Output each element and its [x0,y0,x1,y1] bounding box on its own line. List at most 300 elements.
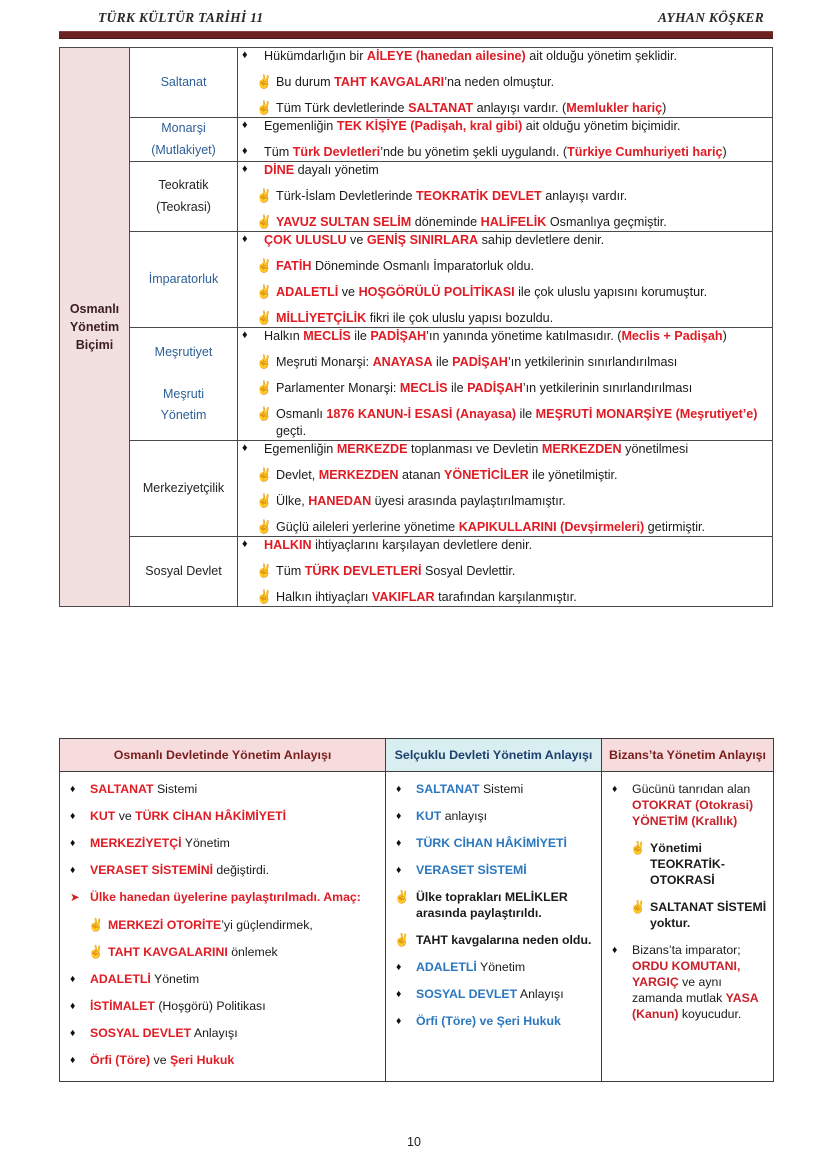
subject-label [130,162,238,232]
content-cell [238,48,773,118]
subject-label-line: (Mutlakiyet) [151,142,216,157]
diamond-bullet-icon: ♦ [396,960,402,973]
hand-bullet-icon: ✌ [256,310,273,325]
text-run: ihtiyaçlarını karşılayan devletlere denir. [311,538,533,552]
text-run: Sosyal Devlettir. [421,564,516,578]
list-item [64,972,379,988]
header-selcuklu: Selçuklu Devleti Yönetim Anlayışı [386,739,602,772]
text-run: SOSYAL DEVLET [90,1025,192,1040]
text-run: GENİŞ SINIRLARA [366,233,479,247]
hand-bullet-icon: ✌ [88,917,104,932]
list-item [238,354,772,371]
table-row [60,328,773,441]
list-item-text [108,918,379,934]
text-run: Yönetim [150,971,200,986]
hand-bullet-icon: ✌ [256,563,273,578]
text-run: Halkın ihtiyaçları [276,590,372,604]
hand-bullet-icon: ✌ [256,354,273,369]
text-run: HALİFELİK [480,215,547,229]
text-run: anlayışı vardır. ( [473,101,567,115]
text-run: Şeri Hukuk [169,1052,235,1067]
header-author: AYHAN KÖŞKER [657,10,764,25]
text-run: Egemenliğin [264,442,337,456]
list-item [606,943,767,1023]
diamond-bullet-icon: ♦ [242,329,248,341]
list-item-text [264,441,772,458]
diamond-bullet-icon: ♦ [70,783,76,795]
list-item [390,836,595,852]
list-item-text [276,258,772,275]
list-item [238,100,772,117]
text-run: değiştirdi. [213,862,270,877]
list-item [238,310,772,327]
text-run: (Hoşgörü) Politikası [154,998,266,1013]
arrow-bullet-icon: ➤ [70,891,80,904]
hand-bullet-icon: ✌ [394,932,410,947]
text-run: Sistemi [479,782,524,796]
text-run: dayalı yönetim [294,163,379,177]
text-run: ve [115,808,136,823]
text-run: Yönetim [476,959,526,974]
text-run: getirmiştir. [644,520,706,534]
diamond-bullet-icon: ♦ [70,836,76,849]
text-run: MERKEZDEN [541,442,622,456]
list-item [238,144,772,161]
text-run: ile [516,407,536,421]
subject-label-line: Saltanat [160,74,207,89]
text-run: Örfi (Töre) [90,1052,151,1067]
list-item [390,1014,595,1030]
text-run: ADALETLİ [416,959,477,974]
list-item [390,782,595,798]
list-item [64,945,379,961]
list-item [238,48,772,65]
text-run: Meşruti Monarşi: [276,355,373,369]
diamond-bullet-icon: ♦ [242,163,248,175]
text-run: ait olduğu yönetim biçimidir. [522,119,681,133]
diamond-bullet-icon: ♦ [242,49,248,61]
text-run: YASA (Kanun) [632,990,759,1021]
list-item-text [276,354,772,371]
list-item [64,1053,379,1069]
diamond-bullet-icon: ♦ [242,145,248,157]
text-run: MECLİS [303,329,351,343]
bullet-list [238,48,772,117]
diamond-bullet-icon: ♦ [396,987,402,1000]
list-item-text [276,563,772,580]
text-run: önlemek [227,944,278,959]
list-item-text [276,493,772,510]
hand-bullet-icon: ✌ [256,100,273,115]
text-run: ile [432,355,453,369]
list-item [390,863,595,879]
text-run: PADİŞAH [452,355,508,369]
text-run: Memlukler hariç [566,101,663,115]
text-run: Osmanlı [276,407,327,421]
content-cell [238,232,773,328]
hand-bullet-icon: ✌ [256,589,273,604]
bullet-list [606,782,767,1023]
text-run: OTOKRAT (Otokrasi) YÖNETİM (Krallık) [632,797,754,828]
text-run: MERKEZDE [336,442,408,456]
text-run: anlayışı [441,808,488,823]
list-item [390,890,595,922]
text-run: ORDU KOMUTANI, YARGIÇ [632,958,741,989]
subject-label-line: Teokratik [158,178,209,193]
diamond-bullet-icon: ♦ [612,943,618,956]
list-item-text [90,836,379,852]
list-item-text [276,467,772,484]
list-item [238,74,772,91]
header-bizans: Bizans’ta Yönetim Anlayışı [602,739,774,772]
text-run: VERASET SİSTEMİ [416,862,527,877]
diamond-bullet-icon: ♦ [396,783,402,795]
text-run: Ülke toprakları MELİKLER arasında paylaştırıldı. [416,889,568,920]
list-item-text [416,890,595,922]
diamond-bullet-icon: ♦ [242,233,248,245]
text-run: anlayışı vardır. [541,189,628,203]
text-run: ’yi güçlendirmek, [221,917,313,932]
text-run: KUT [90,808,116,823]
text-run: ) [722,329,727,343]
list-item [64,890,379,907]
text-run: ve [338,285,359,299]
list-item [238,441,772,458]
text-run: MERKEZDEN [318,468,399,482]
list-item-text [650,841,767,889]
text-run: HANEDAN [308,494,372,508]
text-run: Ülke hanedan üyelerine paylaştırılmadı. Amaç: [90,889,361,904]
list-item [238,258,772,275]
list-item [238,563,772,580]
text-run: TAHT KAVGALARI [334,75,445,89]
text-run: Bu durum [276,75,335,89]
list-item [64,1026,379,1042]
list-item-text [276,188,772,205]
text-run: VAKIFLAR [371,590,435,604]
comparison-table-header-row [60,739,774,772]
text-run: PADİŞAH [467,381,523,395]
hand-bullet-icon: ✌ [256,258,273,273]
text-run: SALTANAT SİSTEMİ yoktur. [650,899,767,930]
diamond-bullet-icon: ♦ [396,809,402,822]
list-item [390,987,595,1003]
text-run: FATİH [276,259,312,273]
text-run: MECLİS [399,381,448,395]
text-run: YAVUZ SULTAN SELİM [276,215,412,229]
text-run: Tüm Türk devletlerinde [276,101,409,115]
content-cell [238,118,773,162]
subject-label-line: (Teokrasi) [156,199,211,214]
text-run: ile [350,329,371,343]
list-item-text [264,162,772,179]
text-run: Devlet, [276,468,319,482]
list-item [238,467,772,484]
text-run: döneminde [411,215,481,229]
hand-bullet-icon: ✌ [88,944,104,959]
text-run: Sistemi [153,782,198,796]
text-run: ile çok uluslu yapısını korumuştur. [514,285,708,299]
cell-osmanli [60,772,386,1082]
list-item [238,328,772,345]
text-run: MERKEZİYETÇİ [90,835,182,850]
text-run: ADALETLİ [276,285,339,299]
hand-bullet-icon: ✌ [256,380,273,395]
text-run: Türk-İslam Devletlerinde [276,189,416,203]
subject-label [130,118,238,162]
diamond-bullet-icon: ♦ [396,836,402,849]
list-item-text [276,100,772,117]
list-item [390,960,595,976]
text-run: Meclis + Padişah [621,329,723,343]
list-item-text [276,284,772,301]
table-row [60,232,773,328]
hand-bullet-icon: ✌ [256,406,273,421]
hand-bullet-icon: ✌ [256,214,273,229]
list-item [238,188,772,205]
subject-label [130,48,238,118]
text-run: ve [150,1052,170,1067]
list-item [64,999,379,1015]
text-run: TEOKRATİK DEVLET [415,189,542,203]
list-item [64,863,379,879]
subject-label-line: Meşrutiyet [154,344,213,359]
list-item-text [264,144,772,161]
subject-label-line: Yönetim [160,408,207,423]
diamond-bullet-icon: ♦ [70,1053,76,1066]
text-run: KUT [416,808,442,823]
bullet-list [64,782,379,1069]
text-run: ’ın yetkilerinin sınırlandırılması [522,381,693,395]
list-item-text [276,406,772,440]
content-cell [238,441,773,537]
text-run: Parlamenter Monarşi: [276,381,400,395]
text-run: Döneminde Osmanlı İmparatorluk oldu. [311,259,535,273]
list-item-text [276,310,772,327]
text-run: İSTİMALET [90,998,155,1013]
header-osmanli: Osmanlı Devletinde Yönetim Anlayışı [60,739,386,772]
cell-selcuklu [386,772,602,1082]
text-run: SALTANAT [416,782,480,796]
osmanli-yonetim-bicimi-table [59,47,773,607]
subject-label-line: Monarşi [161,121,206,136]
diamond-bullet-icon: ♦ [242,538,248,550]
list-item [238,519,772,536]
table-row [60,162,773,232]
hand-bullet-icon: ✌ [630,840,646,855]
list-item-text [276,589,772,606]
text-run: Gücünü tanrıdan alan [632,782,751,796]
bullet-list [238,537,772,606]
text-run: HALKIN [264,538,312,552]
hand-bullet-icon: ✌ [256,188,273,203]
content-cell [238,537,773,607]
list-item-text [416,782,595,798]
list-item [64,782,379,798]
list-item [238,162,772,179]
comparison-table-body-row [60,772,774,1082]
row-group-label-line: Osmanlı [69,301,120,316]
diamond-bullet-icon: ♦ [396,1014,402,1027]
text-run: Osmanlıya geçmiştir. [546,215,667,229]
subject-label-line: İmparatorluk [148,271,219,286]
bullet-list [238,441,772,536]
list-item-text [632,943,767,1023]
text-run: ’ın yanında yönetime katılmasıdır. ( [426,329,622,343]
text-run: ’ın yetkilerinin sınırlandırılması [507,355,678,369]
text-run: Örfi (Töre) ve Şeri Hukuk [416,1013,561,1028]
text-run: MİLLİYETÇİLİK [276,311,367,325]
text-run: yönetilmesi [621,442,689,456]
content-cell [238,162,773,232]
list-item-text [416,863,595,879]
subject-label [130,328,238,441]
text-run: PADİŞAH [370,329,427,343]
text-run: SALTANAT [90,782,154,796]
hand-bullet-icon: ✌ [256,493,273,508]
text-run: ile yönetilmiştir. [528,468,618,482]
text-run: Tüm [276,564,305,578]
hand-bullet-icon: ✌ [630,899,646,914]
diamond-bullet-icon: ♦ [70,809,76,822]
text-run: Hükümdarlığın bir [264,49,367,63]
diamond-bullet-icon: ♦ [242,119,248,131]
text-run: toplanması ve Devletin [407,442,542,456]
list-item [238,406,772,440]
list-item-text [276,74,772,91]
text-run: HOŞGÖRÜLÜ POLİTİKASI [358,285,515,299]
text-run: ÇOK ULUSLU [264,233,347,247]
subject-label [130,537,238,607]
diamond-bullet-icon: ♦ [70,863,76,876]
text-run: SOSYAL DEVLET [416,986,518,1001]
text-run: MERKEZİ OTORİTE [108,917,222,932]
subject-label [130,441,238,537]
diamond-bullet-icon: ♦ [70,999,76,1012]
text-run: sahip devletlere denir. [478,233,605,247]
header-book-title: TÜRK KÜLTÜR TARİHİ 11 [98,10,264,25]
text-run: MEŞRUTİ MONARŞİYE (Meşrutiyet’e) [535,407,758,421]
row-group-label-line: Biçimi [75,338,114,353]
table-row [60,537,773,607]
bullet-list [390,782,595,1030]
subject-label-line [130,363,237,384]
list-item-text [90,782,379,798]
text-run: ve aynı zamanda mutlak [632,974,726,1005]
list-item [390,809,595,825]
bullet-list [238,232,772,327]
text-run: Anlayışı [517,986,564,1001]
subject-label-line: Merkeziyetçilik [142,480,225,495]
list-item [238,589,772,606]
text-run: TAHT kavgalarına neden oldu. [416,932,592,947]
text-run: TEK KİŞİYE (Padişah, kral gibi) [336,119,523,133]
diamond-bullet-icon: ♦ [70,1026,76,1039]
table-row [60,118,773,162]
diamond-bullet-icon: ♦ [242,442,248,454]
list-item [238,284,772,301]
comparison-table [59,738,774,1082]
diamond-bullet-icon: ♦ [612,783,618,795]
hand-bullet-icon: ✌ [394,889,410,904]
text-run: ait olduğu yönetim şeklidir. [525,49,677,63]
diamond-bullet-icon: ♦ [396,863,402,876]
page-number: 10 [407,1135,421,1149]
list-item-text [90,863,379,879]
text-run: ’nde bu yönetim şekli uygulandı. ( [380,145,568,159]
text-run: ) [662,101,667,115]
hand-bullet-icon: ✌ [256,284,273,299]
text-run: Tüm [264,145,293,159]
list-item-text [90,999,379,1015]
text-run: Egemenliğin [264,119,337,133]
text-run: TÜRK DEVLETLERİ [304,564,422,578]
text-run: üyesi arasında paylaştırılmamıştır. [371,494,566,508]
list-item-text [264,537,772,554]
list-item [64,918,379,934]
row-group-label-line: Yönetim [69,319,120,334]
list-item [238,232,772,249]
list-item-text [108,945,379,961]
text-run: 1876 KANUN-İ ESASİ (Anayasa) [326,407,517,421]
text-run: TÜRK CİHAN HÂKİMİYETİ [135,808,287,823]
list-item-text [90,972,379,988]
list-item-text [416,960,595,976]
text-run: Güçlü aileleri yerlerine yönetime [276,520,459,534]
text-run: Anlayışı [191,1025,238,1040]
text-run: ) [722,145,727,159]
content-cell [238,328,773,441]
list-item [238,537,772,554]
header-rule [59,31,773,39]
text-run: Yönetimi TEOKRATİK-OTOKRASİ [650,840,725,887]
table-row [60,48,773,118]
list-item [238,493,772,510]
text-run: ADALETLİ [90,971,151,986]
subject-label-line: Meşruti [163,387,204,401]
hand-bullet-icon: ✌ [256,74,273,89]
list-item-text [90,1053,379,1069]
text-run: SALTANAT [408,101,474,115]
text-run: DİNE [264,163,295,177]
list-item [238,380,772,397]
text-run: ve [346,233,367,247]
text-run: koyucudur. [678,1006,742,1021]
list-item-text [276,519,772,536]
text-run: tarafından karşılanmıştır. [434,590,577,604]
text-run: AİLEYE (hanedan ailesine) [366,49,526,63]
list-item [64,836,379,852]
list-item-text [416,1014,595,1030]
text-run: ’na neden olmuştur. [444,75,555,89]
list-item-text [632,782,767,830]
list-item-text [90,890,379,906]
table-row [60,441,773,537]
text-run: YÖNETİCİLER [444,468,529,482]
text-run: Bizans’ta imparator; [632,942,741,957]
list-item-text [416,987,595,1003]
text-run: fikri ile çok uluslu yapısı bozuldu. [366,311,554,325]
bullet-list [238,328,772,440]
text-run: VERASET SİSTEMİNİ [90,862,213,877]
subject-label-line: Sosyal Devlet [145,563,222,578]
text-run: Türkiye Cumhuriyeti hariç [567,145,723,159]
text-run: ile [447,381,468,395]
bullet-list [238,118,772,161]
text-run: geçti. [276,424,307,438]
list-item-text [276,214,772,231]
list-item [606,900,767,932]
